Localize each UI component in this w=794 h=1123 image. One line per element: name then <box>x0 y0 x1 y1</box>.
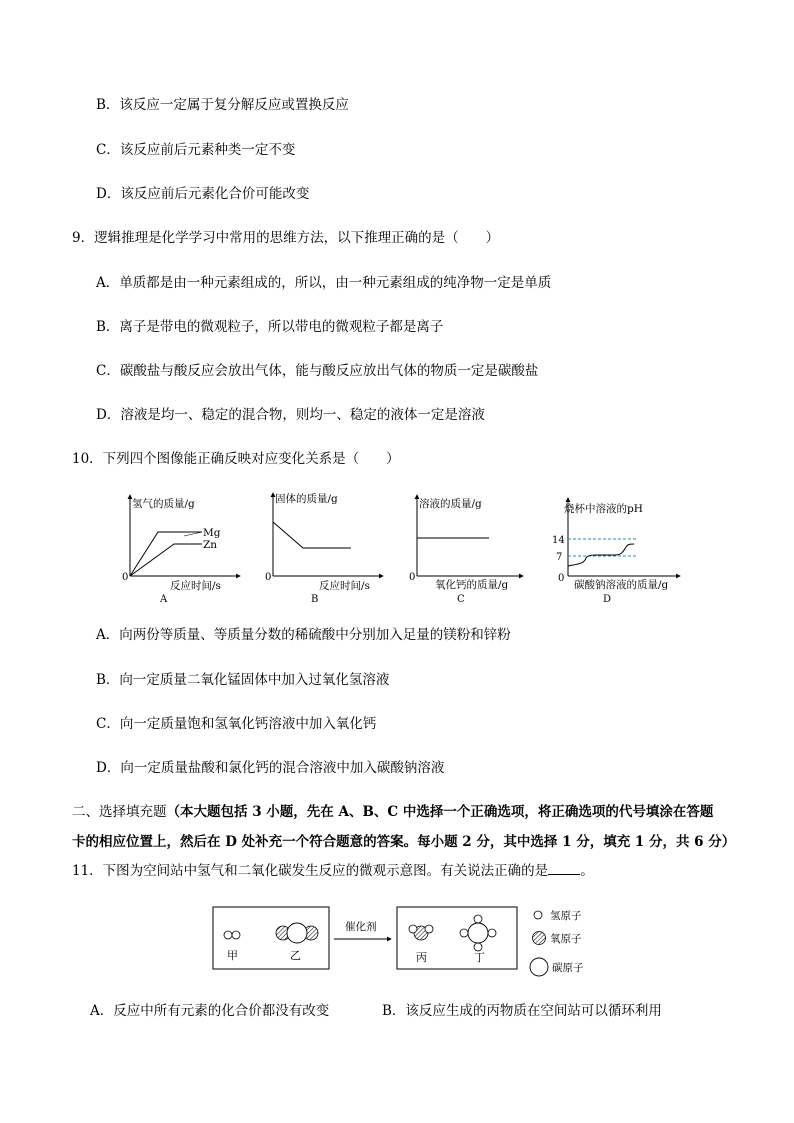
q11-answer-blank[interactable] <box>548 862 580 875</box>
q9-option-b: B．离子是带电的微观粒子，所以带电的微观粒子都是离子 <box>96 319 444 335</box>
q11-stem-end: 。 <box>580 863 594 879</box>
ding-molecule <box>460 915 496 951</box>
graph-d <box>552 498 680 605</box>
graph-a <box>122 495 240 605</box>
q11-stem <box>72 862 594 880</box>
graph-c <box>409 495 523 605</box>
bing-molecule <box>409 925 433 940</box>
graph-d-origin: 0 <box>558 573 565 584</box>
graph-b-caption: B <box>311 594 319 605</box>
q10-graphs <box>110 490 700 610</box>
graph-a-xlabel: 反应时间/s <box>170 580 221 592</box>
graph-d-ylabel: 烧杯中溶液的pH <box>564 503 643 515</box>
q9-option-c: C．碳酸盐与酸反应会放出气体，能与酸反应放出气体的物质一定是碳酸盐 <box>96 363 539 379</box>
legend-o-label: 氧原子 <box>550 933 582 945</box>
q11-stem-text: 11．下图为空间站中氢气和二氧化碳发生反应的微观示意图。有关说法正确的是 <box>72 863 549 879</box>
legend-o-icon <box>533 932 546 945</box>
section2-instructions-2: 卡的相应位置上，然后在 D 处补充一个符合题意的答案。每小题 2 分，其中选择 1 分，填充 1 分，共 6 分） <box>72 834 736 850</box>
q8-option-d: D．该反应前后元素化合价可能改变 <box>96 186 310 202</box>
graph-a-line-mg <box>130 532 202 576</box>
graph-c-origin: 0 <box>409 572 416 583</box>
q8-option-c: C．该反应前后元素种类一定不变 <box>96 142 296 158</box>
q10-stem: 10．下列四个图像能正确反映对应变化关系是（ ） <box>72 451 400 467</box>
label-jia: 甲 <box>227 949 238 962</box>
q10-option-d: D．向一定质量盐酸和氯化钙的混合溶液中加入碳酸钠溶液 <box>96 760 445 776</box>
yi-molecule <box>276 923 318 943</box>
q8-option-b: B．该反应一定属于复分解反应或置换反应 <box>96 97 349 113</box>
legend-h-icon <box>534 911 542 919</box>
legend-c-label: 碳原子 <box>552 962 584 974</box>
graph-d-xlabel: 碳酸钠溶液的质量/g <box>574 579 669 591</box>
q10-option-a: A．向两份等质量、等质量分数的稀硫酸中分别加入足量的镁粉和锌粉 <box>96 627 511 643</box>
products-box <box>397 907 517 969</box>
section2-instructions-1: （本大题包括 3 小题，先在 A、B、C 中选择一个正确选项，将正确选项的代号填涂在答题 <box>166 804 714 820</box>
legend <box>530 909 584 976</box>
graph-c-ylabel: 溶液的质量/g <box>419 498 482 510</box>
graph-d-tick-14: 14 <box>552 535 565 546</box>
graph-a-ylabel: 氢气的质量/g <box>132 498 195 510</box>
jia-molecule <box>224 931 240 939</box>
q11-option-a: A．反应中所有元素的化合价都没有改变 <box>90 1003 330 1019</box>
q9-option-a: A．单质都是由一种元素组成的，所以，由一种元素组成的纯净物一定是单质 <box>96 275 552 291</box>
label-bing: 丙 <box>416 951 427 964</box>
legend-h-label: 氢原子 <box>550 910 582 922</box>
q11-option-b: B．该反应生成的丙物质在空间站可以循环利用 <box>382 1003 662 1019</box>
graph-a-origin: 0 <box>122 572 129 583</box>
graph-a-line-zn <box>130 544 202 576</box>
graph-a-label-zn: Zn <box>203 539 218 551</box>
graph-b <box>265 492 383 605</box>
graph-a-label-mg: Mg <box>203 527 221 539</box>
graph-d-line <box>568 544 634 566</box>
graph-b-xlabel: 反应时间/s <box>319 580 370 592</box>
graph-d-tick-7: 7 <box>556 552 563 563</box>
graph-b-origin: 0 <box>265 572 272 583</box>
catalyst-label: 催化剂 <box>345 921 377 933</box>
section2-heading <box>72 803 713 821</box>
label-ding: 丁 <box>474 951 485 964</box>
label-yi: 乙 <box>290 949 301 962</box>
q11-reaction-diagram <box>212 893 592 983</box>
q10-option-b: B．向一定质量二氧化锰固体中加入过氧化氢溶液 <box>96 672 390 688</box>
graph-b-ylabel: 固体的质量/g <box>275 493 338 505</box>
q9-option-d: D．溶液是均一、稳定的混合物，则均一、稳定的液体一定是溶液 <box>96 407 485 423</box>
graph-a-caption: A <box>160 594 168 605</box>
graph-b-line <box>273 522 351 548</box>
graph-c-caption: C <box>457 594 465 605</box>
q10-option-c: C．向一定质量饱和氢氧化钙溶液中加入氧化钙 <box>96 716 377 732</box>
graph-d-caption: D <box>603 594 612 605</box>
graph-c-xlabel: 氧化钙的质量/g <box>435 579 509 591</box>
q9-stem: 9．逻辑推理是化学学习中常用的思维方法，以下推理正确的是（ ） <box>72 230 500 246</box>
section2-title: 二、选择填充题 <box>72 804 167 820</box>
legend-c-icon <box>530 958 548 976</box>
